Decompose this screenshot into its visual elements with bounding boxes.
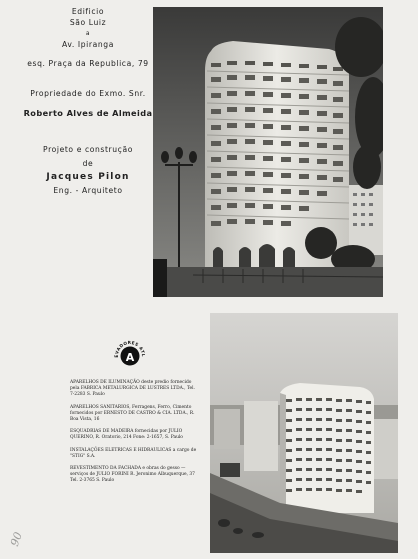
spec-entry-sanitary: APARELHOS SANITARIOS, Ferragens, Ferro, Cimento fornecidos por ERNESTO DE CASTRO & CIA. LTDA., R. Boa Vista, 16 [70, 404, 195, 423]
svg-text:A: A [125, 351, 135, 364]
spec-entry-facade: REVESTIMENTO DA FACHADA e obras do gesso — serviços de JULIO FORINI R. Jeronimo Albuquerque, 37 Tel. 2-3765 S. Paulo [70, 466, 195, 484]
svg-text:90: 90 [7, 530, 25, 548]
owner-intro: Propriedade do Exmo. Snr. [30, 89, 146, 98]
svg-text:ELEVADORES ATLAS: EVADORES ATL [113, 339, 147, 358]
architect-title: Eng. - Arquiteto [53, 186, 123, 195]
project-line-2: de [82, 159, 94, 168]
atlas-logo-icon [113, 336, 147, 370]
owner-name: Roberto Alves de Almeida [23, 108, 153, 118]
project-line-1: Projeto e construção [43, 145, 133, 154]
contractor-list [70, 380, 200, 491]
handwritten-page-number [4, 527, 28, 551]
spec-entry-woodwork: ESQUADRIAS DE MADEIRA fornecidas por JULIO QUERINO, R. Oratorio, 214 Fone: 2-1657, S. Paulo [70, 429, 183, 441]
architect-name: Jacques Pilon [46, 172, 130, 182]
building-photo-street [153, 7, 383, 297]
building-caption [18, 6, 158, 196]
caption-line-4: Av. Ipiranga [62, 40, 114, 49]
caption-line-1: Edificio [71, 7, 105, 16]
spec-entry-lighting: APARELHOS DE ILUMINAÇÃO deste predio fornecido pela FABRICA METALURGICA DE LUSTRES LTDA., Tel. 7-2283 S. Paulo [70, 380, 195, 398]
caption-line-2: São Luiz [69, 18, 107, 27]
building-photo-street-image [153, 7, 383, 297]
building-photo-aerial [210, 313, 398, 553]
handwritten-mark-icon [4, 527, 28, 551]
elevadores-atlas-logo [113, 336, 147, 370]
spec-entry-installations: INSTALAÇÕES ELETRICAS E HIDRAULICAS a cargo de "STIG" S.A. [70, 447, 197, 459]
caption-line-5: esq. Praça da Republica, 79 [27, 59, 149, 68]
caption-line-3: a [85, 30, 91, 37]
building-photo-aerial-image [210, 313, 398, 553]
